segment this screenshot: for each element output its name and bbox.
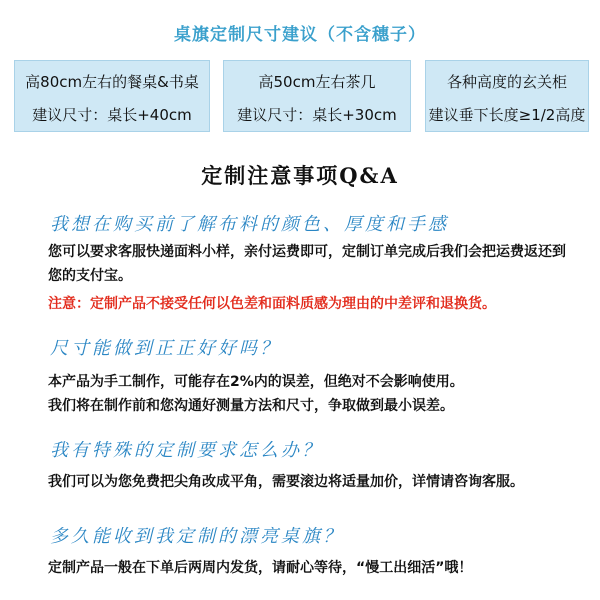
size-card-dining-table (14, 60, 210, 132)
answer-line: 本产品为手工制作，可能存在2%内的误差，但绝对不会影响使用。 (48, 374, 464, 390)
size-card-suggestion: 建议尺寸：桌长+30cm (237, 106, 397, 124)
warning-note: 注意：定制产品不接受任何以色差和面料质感为理由的中差评和退换货。 (48, 296, 496, 312)
size-card-heading: 高50cm左右茶几 (258, 73, 376, 91)
size-card-coffee-table (223, 60, 411, 132)
size-card-suggestion: 建议尺寸：桌长+40cm (32, 106, 192, 124)
size-card-entry-cabinet (425, 60, 589, 132)
answer-fabric-sample: 您可以要求客服快递面料小样，亲付运费即可，定制订单完成后我们会把运费返还到您的支付宝。 (48, 244, 566, 284)
question-delivery-time: 多久能收到我定制的漂亮桌旗？ (50, 526, 344, 547)
qa-section-title: 定制注意事项Q&A (201, 163, 399, 188)
size-card-heading: 各种高度的玄关柜 (446, 73, 567, 91)
question-size-accuracy: 尺寸能做到正正好好吗？ (50, 338, 281, 359)
page-title: 桌旗定制尺寸建议（不含穗子） (174, 25, 426, 45)
size-card-suggestion: 建议垂下长度≥1/2高度 (428, 106, 586, 124)
answer-size-accuracy (48, 370, 574, 418)
answer-special-request: 我们可以为您免费把尖角改成平角，需要滚边将适量加价，详情请咨询客服。 (48, 474, 524, 490)
question-special-request: 我有特殊的定制要求怎么办？ (50, 440, 323, 461)
question-fabric-sample: 我想在购买前了解布料的颜色、厚度和手感 (50, 214, 449, 235)
size-card-heading: 高80cm左右的餐桌&书桌 (25, 73, 199, 91)
answer-delivery-time: 定制产品一般在下单后两周内发货，请耐心等待，“慢工出细活”哦！ (48, 560, 473, 576)
answer-line: 我们将在制作前和您沟通好测量方法和尺寸，争取做到最小误差。 (48, 398, 454, 414)
